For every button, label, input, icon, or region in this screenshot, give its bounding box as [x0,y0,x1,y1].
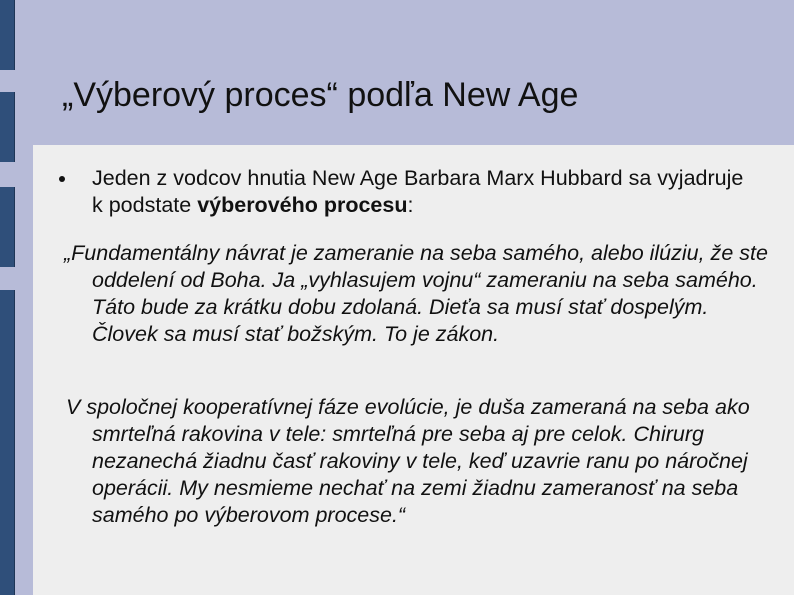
quote-paragraph-1: „Fundamentálny návrat je zameranie na seba samého, alebo ilúziu, že ste oddelení od Boha. Ja „vyhlasujem vojnu“ zameraniu na seba samého. Táto bude za krátku dobu zdolaná. Dieťa sa musí stať dospelým. Človek sa musí stať božským. To je zákon. [64,241,768,346]
quote-paragraph-2: V spoločnej kooperatívnej fáze evolúcie, je duša zameraná na seba ako smrteľná rakovina v tele: smrteľná pre seba aj pre celok. Chirurg nezanechá žiadnu časť rakoviny v tele, keď uzavrie ranu po náročnej operácii. My nesmieme nechať na zemi žiadnu zameranosť na seba samého po výberovom procese.“ [66,395,750,527]
bullet-item [64,165,744,219]
bullet-dot-icon [59,176,65,182]
decorative-left-bar [0,290,15,595]
decorative-left-bar [0,0,15,70]
header-band [0,0,794,145]
bullet-text: Jeden z vodcov hnutia New Age Barbara Marx Hubbard sa vyjadruje k podstate [92,166,744,217]
bullet-text-end: : [407,193,414,217]
bullet-bold-text: výberového procesu [197,193,408,217]
decorative-left-bar [0,92,15,162]
decorative-left-bar [0,187,15,267]
slide-title: „Výberový proces“ podľa New Age [62,76,579,114]
